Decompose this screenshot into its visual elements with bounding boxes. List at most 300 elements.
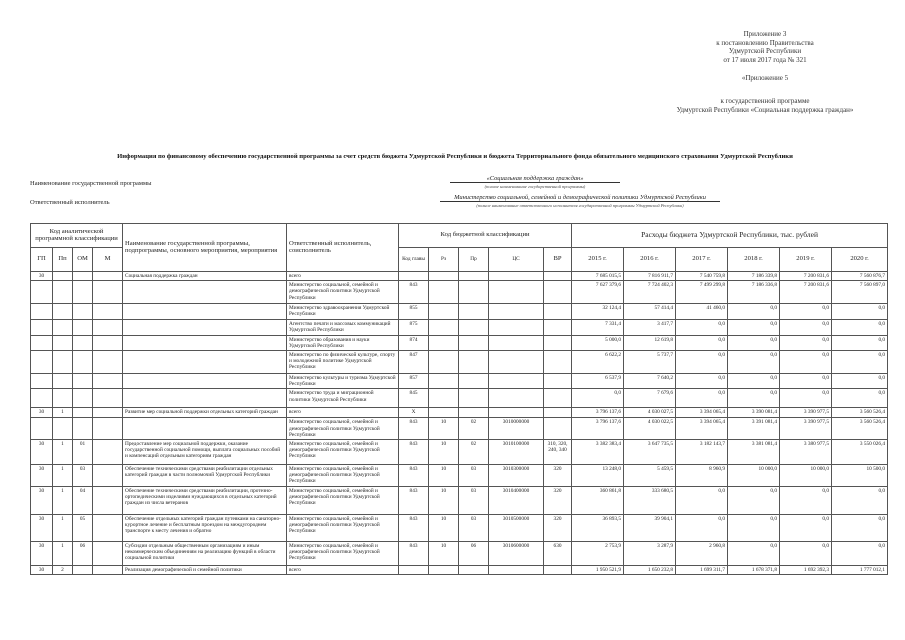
row-pr: [459, 389, 489, 408]
row-value-2019: 0,0: [780, 335, 832, 350]
row-grbs: 845: [399, 389, 429, 408]
head-gp: ГП: [31, 248, 53, 272]
row-value-2016: 7 679,6: [624, 389, 676, 408]
row-value-2015: 7 685 015,5: [572, 272, 624, 281]
row-gp: 30: [31, 465, 53, 487]
row-value-2015: 0,0: [572, 389, 624, 408]
row-pp: 1: [53, 514, 73, 541]
row-pr: 02: [459, 440, 489, 465]
row-executor: всего: [287, 408, 399, 418]
row-value-2019: 3 380 977,5: [780, 440, 832, 465]
row-vr: [544, 304, 572, 319]
row-m: [93, 514, 123, 541]
row-value-2016: 333 680,5: [624, 486, 676, 514]
row-gp: 30: [31, 541, 53, 565]
executor-value: Министерство социальной, семейной и демографической политики Удмуртской Республики: [440, 194, 720, 202]
row-value-2018: 3 391 081,4: [728, 418, 780, 440]
row-vr: [544, 272, 572, 281]
row-rz: 10: [429, 465, 459, 487]
row-value-2016: 1 650 232,8: [624, 565, 676, 574]
row-pr: 06: [459, 541, 489, 565]
row-om: 05: [73, 514, 93, 541]
head-m: М: [93, 248, 123, 272]
row-gp: [31, 418, 53, 440]
row-gp: [31, 374, 53, 389]
row-value-2019: 0,0: [780, 541, 832, 565]
row-rz: [429, 351, 459, 374]
row-value-2017: 41 460,0: [676, 304, 728, 319]
row-m: [93, 319, 123, 335]
row-value-2017: 0,0: [676, 514, 728, 541]
row-om: [73, 281, 93, 304]
row-cs: [489, 408, 544, 418]
row-pp: 1: [53, 541, 73, 565]
table-row: [31, 351, 888, 374]
row-value-2019: 10 000,0: [780, 465, 832, 487]
row-value-2016: 4 030 022,5: [624, 418, 676, 440]
row-vr: [544, 418, 572, 440]
head-pr: Пр: [459, 248, 489, 272]
row-cs: 3010300000: [489, 465, 544, 487]
row-pr: [459, 304, 489, 319]
table-row: [31, 418, 888, 440]
row-value-2020: 0,0: [832, 351, 888, 374]
row-gp: [31, 319, 53, 335]
row-value-2015: 3 382 383,4: [572, 440, 624, 465]
executor-hint: (полное наименование ответственного исполнителя государственной программы Удмуртской Республики): [476, 203, 684, 208]
row-pp: [53, 418, 73, 440]
header-line: Приложение 3: [743, 30, 787, 38]
row-executor: Министерство социальной, семейной и демографической политики Удмуртской Республики: [287, 418, 399, 440]
row-vr: 320: [544, 486, 572, 514]
row-rz: [429, 319, 459, 335]
program-line: Удмуртской Республики «Социальная поддержка граждан»: [676, 105, 854, 114]
row-value-2020: 0,0: [832, 486, 888, 514]
row-pp: [53, 374, 73, 389]
row-value-2016: 39 904,1: [624, 514, 676, 541]
row-cs: [489, 304, 544, 319]
row-value-2016: 7 640,2: [624, 374, 676, 389]
row-value-2016: 4 030 027,5: [624, 408, 676, 418]
row-vr: 310, 320, 240, 340: [544, 440, 572, 465]
row-value-2018: 0,0: [728, 486, 780, 514]
row-executor: всего: [287, 565, 399, 574]
row-pp: [53, 281, 73, 304]
table-row: [31, 389, 888, 408]
row-value-2019: 0,0: [780, 319, 832, 335]
row-executor: Министерство социальной, семейной и демографической политики Удмуртской Республики: [287, 281, 399, 304]
head-pp: Пп: [53, 248, 73, 272]
row-m: [93, 440, 123, 465]
program-line: к государственной программе: [720, 96, 810, 105]
row-value-2019: 0,0: [780, 351, 832, 374]
row-om: 04: [73, 486, 93, 514]
row-cs: [489, 272, 544, 281]
row-value-2018: 7 186 339,8: [728, 272, 780, 281]
row-gp: [31, 304, 53, 319]
row-pp: [53, 351, 73, 374]
row-vr: 630: [544, 541, 572, 565]
row-om: 06: [73, 541, 93, 565]
row-value-2020: 3 560 526,4: [832, 408, 888, 418]
row-value-2020: 0,0: [832, 389, 888, 408]
row-value-2016: 5 737,7: [624, 351, 676, 374]
executor-label: Ответственный исполнитель: [30, 199, 110, 206]
row-value-2017: 7 499 299,8: [676, 281, 728, 304]
row-m: [93, 541, 123, 565]
row-gp: 30: [31, 514, 53, 541]
row-value-2018: 3 381 081,4: [728, 440, 780, 465]
document-title: Информация по финансовому обеспечению государственной программы за счет средств бюджета Удмуртской Республики и бюджета Территориального фонда обязательного медицинского страхования Удмуртской Республики: [117, 153, 793, 160]
row-value-2017: 0,0: [676, 351, 728, 374]
row-name: [123, 418, 287, 440]
row-value-2017: 3 182 143,7: [676, 440, 728, 465]
row-m: [93, 351, 123, 374]
row-cs: [489, 374, 544, 389]
row-om: [73, 304, 93, 319]
row-grbs: Х: [399, 408, 429, 418]
row-executor: Министерство здравоохранения Удмуртской Республики: [287, 304, 399, 319]
row-grbs: 843: [399, 514, 429, 541]
row-value-2017: 0,0: [676, 335, 728, 350]
row-value-2018: 0,0: [728, 514, 780, 541]
row-rz: 10: [429, 418, 459, 440]
row-m: [93, 408, 123, 418]
row-pr: 02: [459, 418, 489, 440]
table-row: [31, 565, 888, 574]
row-value-2020: 0,0: [832, 514, 888, 541]
row-gp: 30: [31, 565, 53, 574]
row-gp: [31, 351, 53, 374]
row-executor: Министерство социальной, семейной и демографической политики Удмуртской Республики: [287, 514, 399, 541]
header-line: Удмуртской Республики: [728, 47, 802, 56]
row-value-2018: 7 186 336,8: [728, 281, 780, 304]
row-value-2018: 0,0: [728, 541, 780, 565]
row-name: [123, 319, 287, 335]
head-year-2016: 2016 г.: [624, 248, 676, 272]
head-om: ОМ: [73, 248, 93, 272]
row-value-2020: 0,0: [832, 319, 888, 335]
row-vr: [544, 408, 572, 418]
row-vr: [544, 281, 572, 304]
row-om: 01: [73, 440, 93, 465]
finance-table: [30, 223, 888, 575]
row-pr: [459, 272, 489, 281]
row-value-2016: 7 724 402,3: [624, 281, 676, 304]
row-value-2019: 7 200 831,6: [780, 281, 832, 304]
row-value-2020: 7 560 876,7: [832, 272, 888, 281]
row-name: [123, 389, 287, 408]
table-row: [31, 408, 888, 418]
row-grbs: 843: [399, 486, 429, 514]
row-vr: [544, 351, 572, 374]
row-value-2016: 3 647 735,5: [624, 440, 676, 465]
row-name: Реализация демографической и семейной политики: [123, 565, 287, 574]
row-cs: [489, 281, 544, 304]
row-value-2017: 8 960,9: [676, 465, 728, 487]
row-m: [93, 486, 123, 514]
row-m: [93, 389, 123, 408]
row-value-2020: 1 777 012,1: [832, 565, 888, 574]
row-pr: [459, 319, 489, 335]
row-pp: 1: [53, 408, 73, 418]
head-vr: ВР: [544, 248, 572, 272]
table-row: [31, 335, 888, 350]
row-executor: всего: [287, 272, 399, 281]
table-body: [31, 272, 888, 575]
row-gp: 30: [31, 272, 53, 281]
row-value-2019: 7 200 831,6: [780, 272, 832, 281]
row-m: [93, 418, 123, 440]
row-name: Субсидии отдельным общественным организациям и иным некоммерческим объединениям на реализацию функций в области социальной политики: [123, 541, 287, 565]
row-rz: [429, 272, 459, 281]
row-grbs: [399, 565, 429, 574]
row-om: 03: [73, 465, 93, 487]
head-analytic: Код аналитической программной классификации: [31, 224, 123, 248]
program-label: Наименование государственной программы: [30, 180, 152, 187]
row-m: [93, 374, 123, 389]
row-rz: [429, 408, 459, 418]
head-year-2018: 2018 г.: [728, 248, 780, 272]
row-om: [73, 374, 93, 389]
row-rz: [429, 304, 459, 319]
row-gp: 30: [31, 486, 53, 514]
table-row: [31, 514, 888, 541]
header-line: от 17 июля 2017 года № 321: [723, 55, 807, 64]
row-value-2018: 0,0: [728, 389, 780, 408]
row-grbs: 843: [399, 541, 429, 565]
row-value-2018: 0,0: [728, 304, 780, 319]
row-om: [73, 418, 93, 440]
row-value-2020: 0,0: [832, 335, 888, 350]
row-value-2015: 1 950 521,9: [572, 565, 624, 574]
row-cs: 3010500000: [489, 514, 544, 541]
row-rz: 10: [429, 514, 459, 541]
row-gp: 30: [31, 440, 53, 465]
row-value-2019: 0,0: [780, 514, 832, 541]
row-vr: [544, 335, 572, 350]
row-executor: Министерство культуры и туризма Удмуртской Республики: [287, 374, 399, 389]
row-grbs: 875: [399, 319, 429, 335]
row-value-2016: 5 459,5: [624, 465, 676, 487]
row-value-2019: 3 390 977,5: [780, 408, 832, 418]
row-rz: [429, 281, 459, 304]
row-executor: Министерство социальной, семейной и демографической политики Удмуртской Республики: [287, 541, 399, 565]
row-executor: Министерство социальной, семейной и демографической политики Удмуртской Республики: [287, 486, 399, 514]
row-value-2018: 1 678 371,8: [728, 565, 780, 574]
row-value-2015: 13 248,0: [572, 465, 624, 487]
table-row: [31, 440, 888, 465]
row-vr: 320: [544, 514, 572, 541]
row-m: [93, 281, 123, 304]
row-name: [123, 374, 287, 389]
row-value-2015: 7 331,4: [572, 319, 624, 335]
row-value-2015: 2 753,9: [572, 541, 624, 565]
row-value-2017: 0,0: [676, 319, 728, 335]
row-value-2015: 32 124,4: [572, 304, 624, 319]
row-grbs: 843: [399, 418, 429, 440]
row-value-2020: 7 560 897,0: [832, 281, 888, 304]
head-cs: ЦС: [489, 248, 544, 272]
row-grbs: 847: [399, 351, 429, 374]
row-gp: [31, 389, 53, 408]
row-vr: [544, 565, 572, 574]
row-value-2017: 3 394 065,4: [676, 418, 728, 440]
row-cs: [489, 319, 544, 335]
row-pr: 03: [459, 486, 489, 514]
row-executor: Министерство по физической культуре, спорту и молодежной политике Удмуртской Республики: [287, 351, 399, 374]
row-name: [123, 335, 287, 350]
row-name: Развитие мер социальной поддержки отдельных категорий граждан: [123, 408, 287, 418]
row-grbs: 843: [399, 465, 429, 487]
table-row: [31, 486, 888, 514]
row-value-2018: 0,0: [728, 335, 780, 350]
row-pr: [459, 374, 489, 389]
row-pp: 1: [53, 440, 73, 465]
row-cs: 3010100000: [489, 440, 544, 465]
row-value-2019: 1 692 392,3: [780, 565, 832, 574]
row-value-2017: 2 960,8: [676, 541, 728, 565]
row-rz: [429, 565, 459, 574]
row-value-2016: 57 414,4: [624, 304, 676, 319]
row-grbs: 857: [399, 374, 429, 389]
row-pr: [459, 281, 489, 304]
row-gp: [31, 335, 53, 350]
row-value-2017: 3 394 065,4: [676, 408, 728, 418]
row-cs: [489, 565, 544, 574]
row-value-2020: 0,0: [832, 304, 888, 319]
row-executor: Министерство социальной, семейной и демографической политики Удмуртской Республики: [287, 465, 399, 487]
table-row: [31, 465, 888, 487]
row-rz: 10: [429, 486, 459, 514]
row-name: Обеспечение отдельных категорий граждан путевками на санаторно-курортное лечение и бесплатным проездом на междугороднем транспорте к месту лечения и обратно: [123, 514, 287, 541]
row-vr: [544, 374, 572, 389]
table-row: [31, 281, 888, 304]
row-pp: [53, 272, 73, 281]
appendix-header: [640, 30, 890, 114]
row-grbs: 855: [399, 304, 429, 319]
row-cs: [489, 335, 544, 350]
row-m: [93, 465, 123, 487]
row-om: [73, 565, 93, 574]
row-cs: 3010600000: [489, 541, 544, 565]
row-value-2015: 6 622,2: [572, 351, 624, 374]
table-row: [31, 304, 888, 319]
row-value-2016: 12 619,8: [624, 335, 676, 350]
row-grbs: 843: [399, 281, 429, 304]
row-name: [123, 281, 287, 304]
head-budget-code: Код бюджетной классификации: [399, 224, 572, 248]
row-name: Обеспечение техническими средствами реабилитации, протезно-ортопедическими изделиями нуждающихся в отдельных категорий граждан из числа ветеранов: [123, 486, 287, 514]
row-name: Социальная поддержка граждан: [123, 272, 287, 281]
row-pr: [459, 565, 489, 574]
row-grbs: 843: [399, 440, 429, 465]
row-executor: Министерство социальной, семейной и демографической политики Удмуртской Республики: [287, 440, 399, 465]
row-pr: [459, 351, 489, 374]
row-om: [73, 389, 93, 408]
row-executor: Министерство образования и науки Удмуртской Республики: [287, 335, 399, 350]
table-row: [31, 272, 888, 281]
row-value-2019: 3 390 977,5: [780, 418, 832, 440]
row-rz: [429, 374, 459, 389]
header-line: к постановлению Правительства: [716, 38, 814, 47]
row-pp: [53, 304, 73, 319]
row-grbs: 874: [399, 335, 429, 350]
row-rz: [429, 389, 459, 408]
row-vr: [544, 319, 572, 335]
head-year-2020: 2020 г.: [832, 248, 888, 272]
row-value-2015: 5 000,0: [572, 335, 624, 350]
head-year-2017: 2017 г.: [676, 248, 728, 272]
row-value-2018: 3 390 081,4: [728, 408, 780, 418]
row-grbs: [399, 272, 429, 281]
row-pr: 03: [459, 514, 489, 541]
row-value-2018: 0,0: [728, 319, 780, 335]
row-value-2018: 10 000,0: [728, 465, 780, 487]
row-value-2019: 0,0: [780, 486, 832, 514]
row-pp: [53, 389, 73, 408]
row-om: [73, 335, 93, 350]
head-rz: Рз: [429, 248, 459, 272]
row-name: Предоставление мер социальной поддержки, оказание государственной социальной помощи, выплата социальных пособий и компенсаций отдельным категориям граждан: [123, 440, 287, 465]
row-executor: Агентство печати и массовых коммуникаций Удмуртской Республики: [287, 319, 399, 335]
row-value-2017: 0,0: [676, 486, 728, 514]
row-rz: 10: [429, 440, 459, 465]
row-value-2015: 6 537,9: [572, 374, 624, 389]
row-value-2018: 0,0: [728, 374, 780, 389]
program-value: «Социальная поддержка граждан»: [450, 175, 620, 183]
head-year-2019: 2019 г.: [780, 248, 832, 272]
row-value-2020: 3 550 026,4: [832, 440, 888, 465]
row-value-2017: 7 540 759,8: [676, 272, 728, 281]
table-row: [31, 541, 888, 565]
table-row: [31, 319, 888, 335]
row-om: [73, 272, 93, 281]
head-expenses: Расходы бюджета Удмуртской Республики, тыс. рублей: [572, 224, 888, 248]
row-value-2020: 0,0: [832, 541, 888, 565]
row-executor: Министерство труда и миграционной политики Удмуртской Республики: [287, 389, 399, 408]
row-cs: 3010000000: [489, 418, 544, 440]
row-value-2019: 0,0: [780, 304, 832, 319]
row-vr: [544, 389, 572, 408]
row-m: [93, 304, 123, 319]
row-name: [123, 351, 287, 374]
row-m: [93, 565, 123, 574]
head-grbs: Код главы: [399, 248, 429, 272]
row-pr: 03: [459, 465, 489, 487]
row-value-2015: 3 796 137,6: [572, 418, 624, 440]
head-year-2015: 2015 г.: [572, 248, 624, 272]
row-cs: 3010400000: [489, 486, 544, 514]
row-pp: 1: [53, 486, 73, 514]
row-value-2020: 10 500,0: [832, 465, 888, 487]
row-gp: [31, 281, 53, 304]
row-pr: [459, 408, 489, 418]
appendix-label: «Приложение 5: [741, 74, 789, 83]
table-row: [31, 374, 888, 389]
row-value-2017: 0,0: [676, 374, 728, 389]
row-pr: [459, 335, 489, 350]
row-m: [93, 335, 123, 350]
row-value-2017: 1 699 311,7: [676, 565, 728, 574]
row-value-2016: 3 287,9: [624, 541, 676, 565]
row-pp: [53, 335, 73, 350]
row-vr: 320: [544, 465, 572, 487]
row-value-2017: 0,0: [676, 389, 728, 408]
head-executor: Ответственный исполнитель, соисполнитель: [287, 224, 399, 272]
row-value-2020: 0,0: [832, 374, 888, 389]
row-cs: [489, 389, 544, 408]
